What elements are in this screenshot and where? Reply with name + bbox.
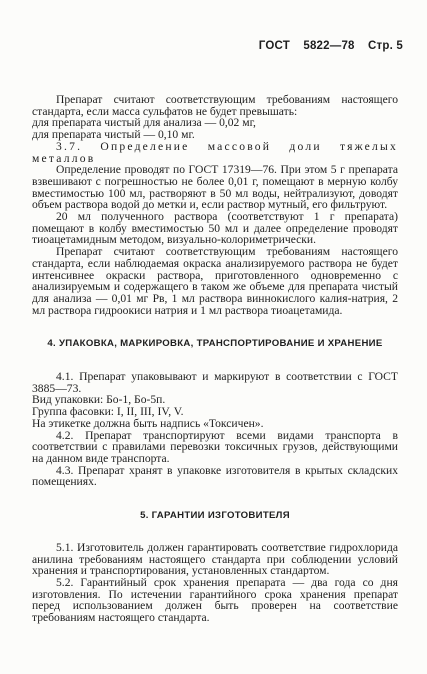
paragraph-4-3: 4.3. Препарат хранят в упаковке изготовителя в крытых складских помещениях. <box>32 463 398 489</box>
paragraph-4-1: 4.1. Препарат упаковывают и маркируют в соответствии с ГОСТ 3885—73. <box>32 370 398 395</box>
paragraph-method: Определение проводят по ГОСТ 17319—76. При этом 5 г препарата взвешивают с погрешностью не более 0,01 г, помещают в мерную колбу вместимостью 100 мл, растворяют в 50 мл воды, нейтрализуют, доводят объем раствора водой до метки и, если раствор мутный, его фильтруют. <box>32 163 398 212</box>
paragraph-4-2: 4.2. Препарат транспортируют всеми видами транспорта в соответствии с правилами перевозки токсичных грузов, действующими на данном виде транспорта. <box>32 428 398 465</box>
paragraph-sulfates: Препарат считают соответствующим требованиям настоящего стандарта, если масса сульфатов не будет превышать: <box>32 93 398 118</box>
packaging-type: Вид упаковки: Бо-1, Бо-5п. <box>32 393 166 407</box>
standard-label: ГОСТ <box>258 40 290 52</box>
document-body <box>32 94 398 624</box>
section-5-title: 5. ГАРАНТИИ ИЗГОТОВИТЕЛЯ <box>140 510 290 522</box>
paragraph-5-1: 5.1. Изготовитель должен гарантировать соответствие гидрохлорида анилина требованиям настоящего стандарта при соблюдении условий хранения и транспортирования, установленных стандартом. <box>32 540 398 578</box>
page-number: Стр. 5 <box>368 40 403 52</box>
subsection-title-heavy-metals: 3.7. Определение массовой доли тяжелых металлов <box>32 139 398 165</box>
label-note: На этикетке должна быть надпись «Токсичен». <box>32 416 264 430</box>
limit-pure-analysis: для препарата чистый для анализа — 0,02 мг, <box>32 116 256 130</box>
section-4-title: 4. УПАКОВКА, МАРКИРОВКА, ТРАНСПОРТИРОВАНИЕ И ХРАНЕНИЕ <box>47 338 383 350</box>
limit-pure: для препарата чистый — 0,10 мг. <box>32 128 195 142</box>
page-header <box>249 40 403 52</box>
packing-group: Группа фасовки: I, II, III, IV, V. <box>32 405 184 419</box>
paragraph-criteria: Препарат считают соответствующим требованиям настоящего стандарта, если наблюдаемая окраска анализируемого раствора не будет интенсивнее окраски раствора, приготовленного одновременно с анализируемым и содержащего в таком же объеме для препарата чистый для анализа — 0,01 мг Рв, 1 мл раствора виннокислого калия-натрия, 2 мл раствора гидроокиси натрия и 1 мл раствора тиоацетамида. <box>32 245 398 317</box>
paragraph-procedure: 20 мл полученного раствора (соответствуют 1 г препарата) помещают в колбу вместимостью 50 мл и далее определение проводят тиоацетамидным методом, визуально-колориметрически. <box>32 210 398 247</box>
paragraph-5-2: 5.2. Гарантийный срок хранения препарата — два года со дня изготовления. По истечении гарантийного срока хранения препарат перед использованием должен быть проверен на соответствие требованиям настоящего стандарта. <box>32 575 398 625</box>
standard-number: 5822—78 <box>303 40 355 52</box>
